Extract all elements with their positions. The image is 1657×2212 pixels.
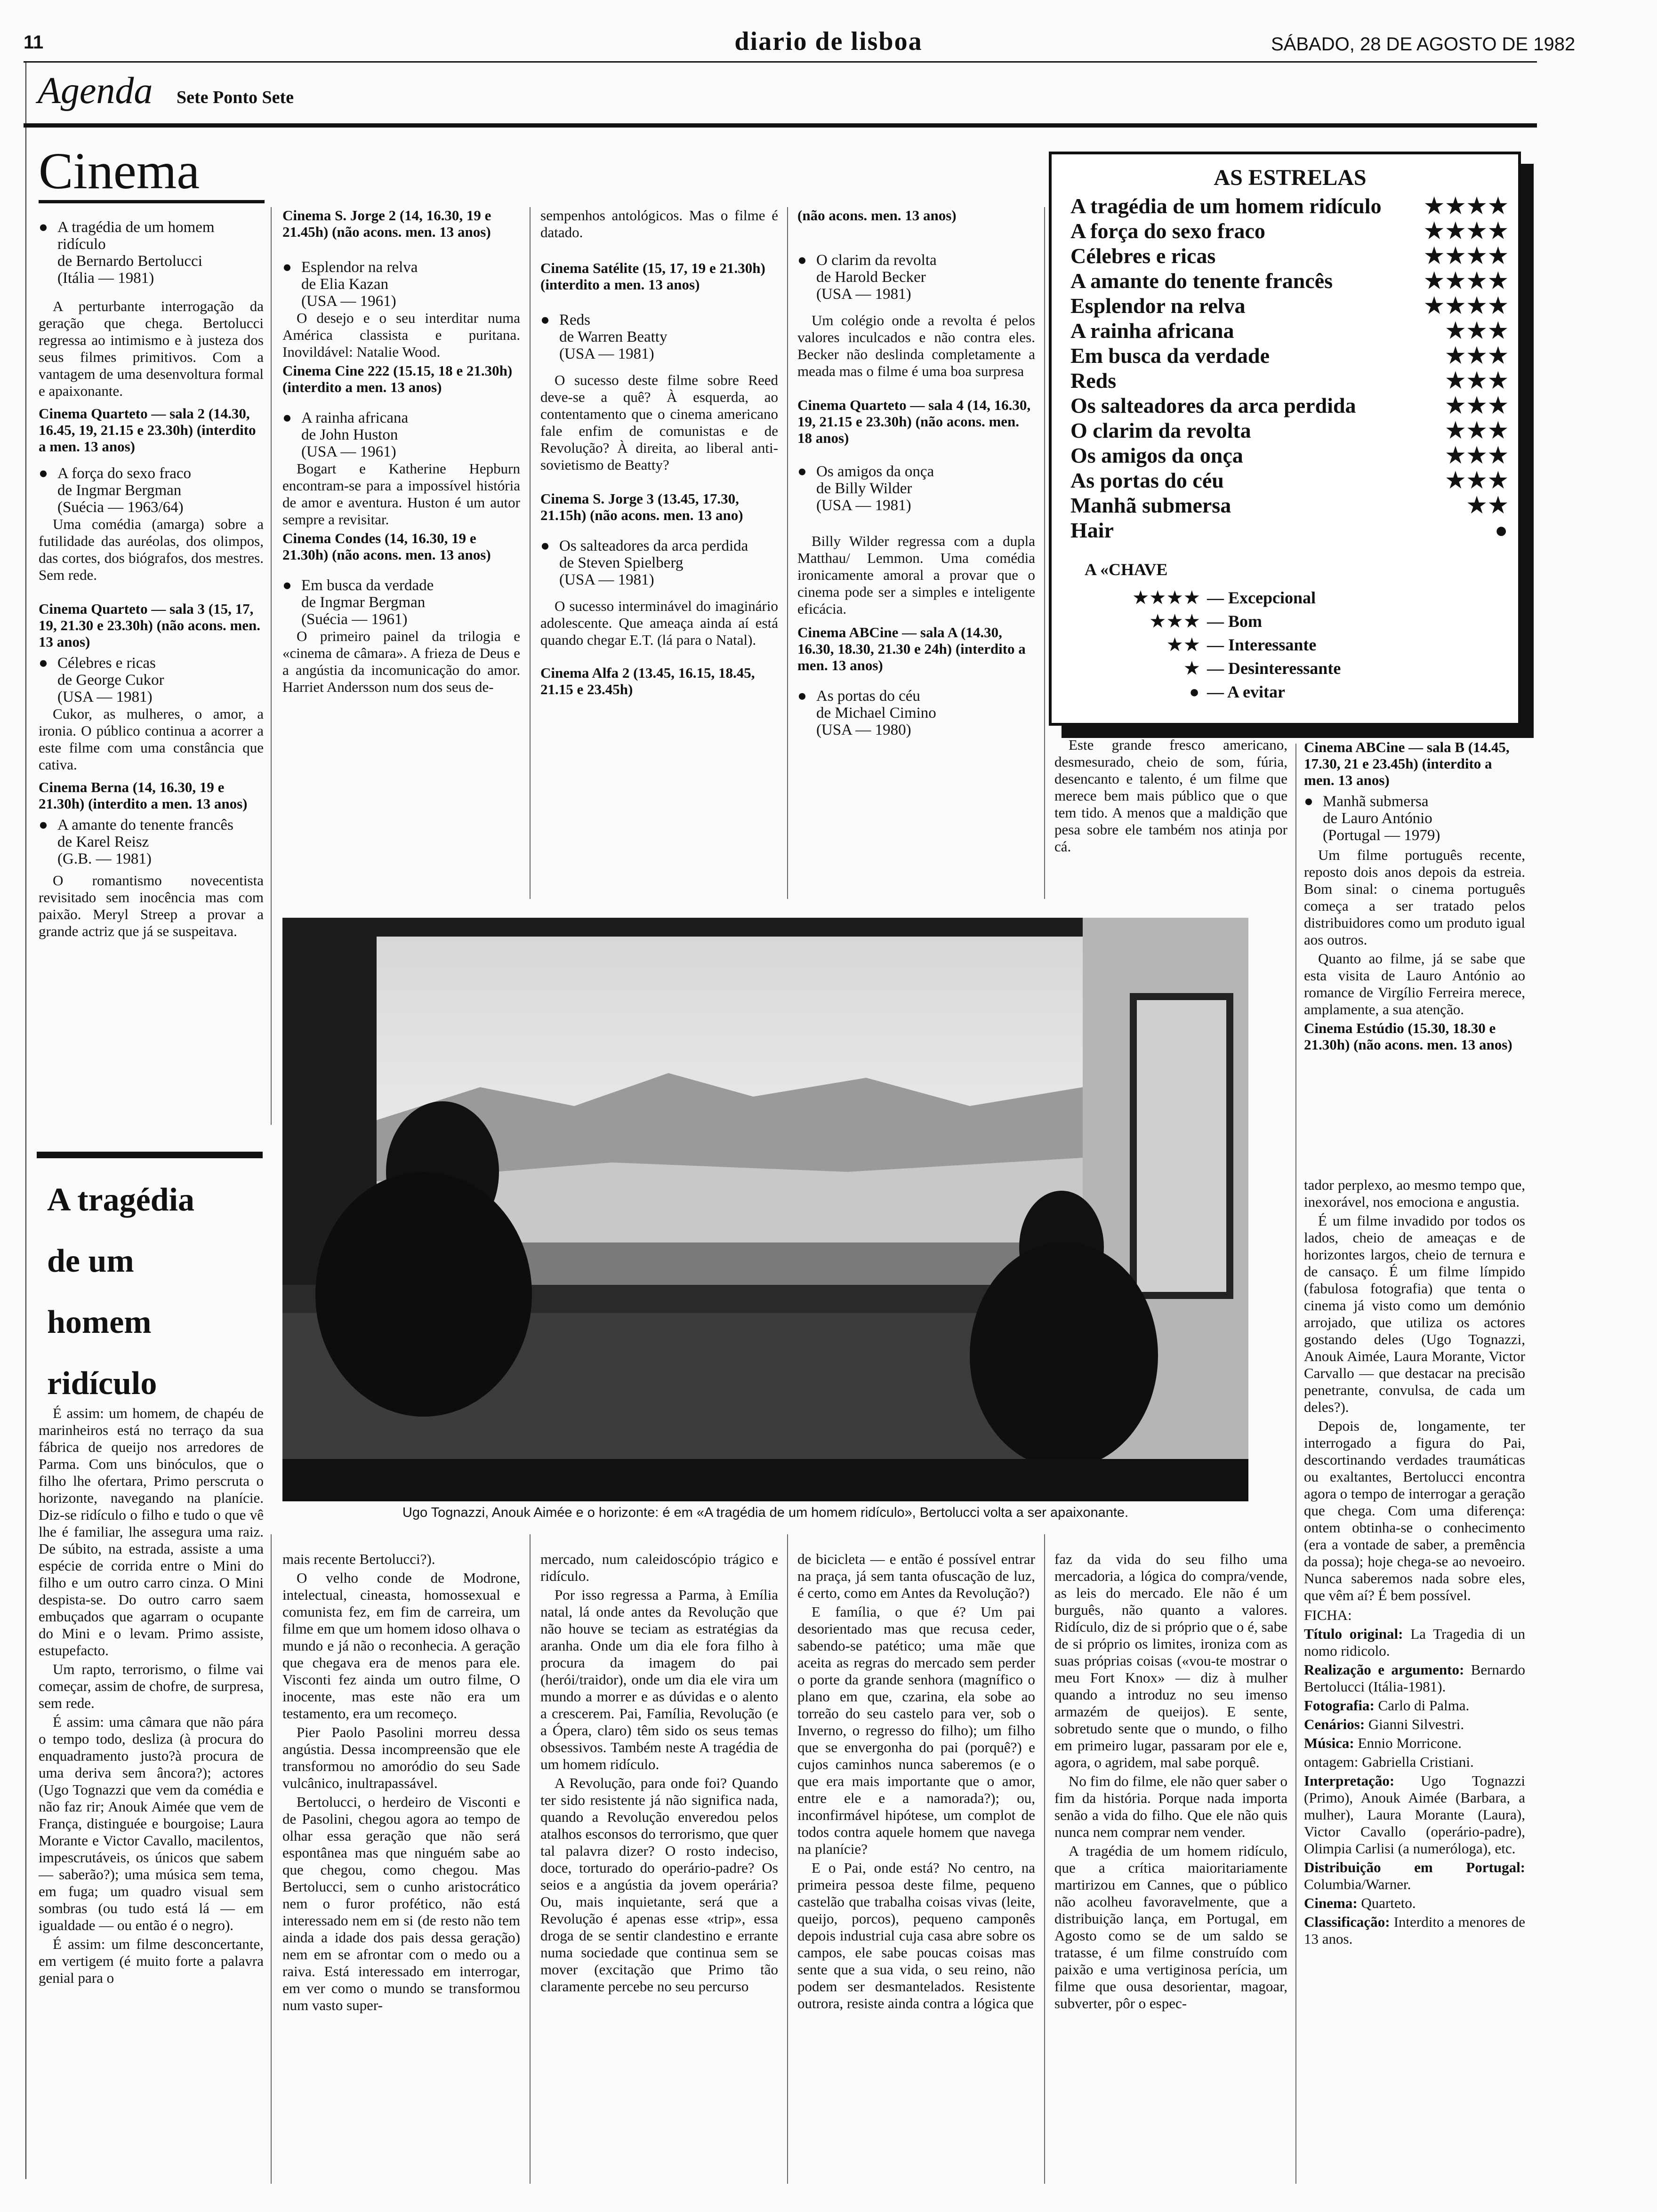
film-review: Billy Wilder regressa com a dupla Matthau/ Lemmon. Uma comédia ironicamente amoral a provar que o cinema pode ser a simples e inteligente eficácia. (797, 533, 1035, 617)
film-director: de Ingmar Bergman (57, 482, 182, 499)
session-info: Cinema ABCine — sala B (14.45, 17.30, 21 e 23.45h) (interdito a men. 13 anos) (1304, 739, 1510, 788)
film-country: (Portugal — 1979) (1323, 827, 1440, 844)
headline-line: homem (47, 1304, 152, 1340)
film-review: Cukor, as mulheres, o amor, a ironia. O público continua a acorrer a este filme com uma constância que cativa. (39, 705, 264, 773)
listings-column-5 (1054, 737, 1287, 857)
film-title: ● Célebres e ricas (39, 655, 264, 672)
film-listing (1304, 793, 1525, 844)
rating-film: Manhã submersa (1070, 493, 1231, 517)
rating-film: A rainha africana (1070, 319, 1234, 343)
column-rule (271, 207, 272, 1125)
film-listing (797, 688, 1035, 738)
rating-film: A força do sexo fraco (1070, 219, 1265, 243)
film-still-image (282, 918, 1248, 1501)
rating-row (1070, 293, 1510, 318)
article-column-3 (540, 1551, 778, 1997)
film-listing (282, 259, 520, 310)
article-column-1 (39, 1405, 264, 1988)
headline-line: de um (47, 1243, 134, 1279)
article-column-4 (797, 1551, 1035, 2014)
key-list (1070, 586, 1510, 704)
continued-review: sempenhos antológicos. Mas o filme é datado. (540, 207, 778, 240)
session-info: Cinema Quarteto — sala 2 (14.30, 16.45, 19, 21.15 e 23.30h) (interdito a men. 13 anos) (39, 405, 256, 455)
credit-label: Distribuição em Portugal: (1304, 1859, 1525, 1875)
film-country: (USA — 1981) (816, 497, 911, 514)
credit-value: Ugo Tognazzi (Primo), Anouk Aimée (Barbara, a mulher), Laura Morante (Laura), Victor Cavallo (operário-padre), Olimpia Carlisi (a numeróloga), etc. (1304, 1772, 1525, 1857)
rating-row (1070, 368, 1510, 393)
article-paragraph: E família, o que é? Um pai desorientado mas que recusa ceder, sabendo-se patético; uma mãe que aceita as regras do mercado sem perder o porte da grande senhora (magnífico o plano em que, czarina, ela sobe ao torreão do seu castelo para ver, sob o Inverno, o regresso do filho); um filho que se envergonha do pai (porquê?) e cujos caminhos nunca saberemos (e o que era mais importante que o amor, entre ele e a namorada?); ou, inconfirmável hipótese, um complot de todos contra aquele homem que navega na planície? (797, 1603, 1035, 1857)
credit-label: Título original: (1304, 1626, 1403, 1642)
key-title: A «CHAVE (1085, 560, 1168, 579)
credit-value: Bernardo Bertolucci (Itália-1981). (1304, 1661, 1525, 1695)
film-director: de Billy Wilder (816, 480, 912, 497)
cinema-heading-rule (39, 200, 265, 203)
session-info: (não acons. men. 13 anos) (797, 207, 957, 224)
credit-line (1304, 1859, 1525, 1893)
column-rule (530, 1534, 531, 2184)
article-paragraph: É assim: um homem, de chapéu de marinheiros está no terraço da sua fábrica de queijo nos arredores de Parma. Com uns binóculos, que o filho lhe ofertara, Primo perscruta o horizonte, navegando na planície. Diz-se ridículo o filho e tudo o que vê lhe é familiar, lhe assegura uma raiz. De súbito, na estrada, assiste a uma espécie de corrida entre o Mini do filho e um outro carro cinza. O Mini despista-se. Do outro carro saem embuçados que agarram o ocupante do Mini e o levam. Primo assiste, estupefacto. (39, 1405, 264, 1659)
column-rule (1295, 744, 1296, 1158)
rating-film: Hair (1070, 518, 1114, 542)
credit-line (1304, 1895, 1525, 1912)
rating-row (1070, 468, 1510, 493)
rating-film: Os salteadores da arca perdida (1070, 393, 1356, 417)
film-director: de Steven Spielberg (559, 554, 684, 571)
film-review: O primeiro painel da trilogia e «cinema de câmara». A frieza de Deus e a angústia da incomunicação do amor. Harriet Andersson num dos seus de- (282, 628, 520, 695)
article-paragraph: O velho conde de Modrone, intelectual, cineasta, homossexual e comunista fez, em fim de carreira, um filme em que um homem idoso olhava o mundo e já não o reconhecia. A geração que chegava era de menos para ele. Visconti fez ainda um outro filme, O inocente, mas este não era um testamento, era um recomeço. (282, 1570, 520, 1722)
article-column-6 (1304, 1177, 1525, 1949)
film-director: de Warren Beatty (559, 329, 668, 345)
film-country: (USA — 1981) (559, 345, 654, 362)
credits-title: FICHA: (1304, 1607, 1352, 1623)
rating-row (1070, 343, 1510, 368)
newspaper-masthead: diario de lisboa (734, 27, 923, 56)
film-country: (G.B. — 1981) (57, 850, 152, 867)
column-rule (530, 207, 531, 899)
key-row (1070, 586, 1510, 609)
film-review: Um filme português recente, reposto dois anos depois da estreia. Bom sinal: o cinema português começa a ser tratado pelos distribuidores como um produto igual aos outros. (1304, 847, 1525, 948)
rating-stars-icon: ★★★ (1446, 468, 1510, 492)
ratings-list (1070, 193, 1510, 543)
article-paragraph: Pier Paolo Pasolini morreu dessa angústia. Dessa incompreensão que ele transformou no amoródio do seu Sade vulcânico, inultrapassável. (282, 1724, 520, 1791)
film-country: (USA — 1980) (816, 721, 911, 738)
rating-film: Reds (1070, 369, 1117, 393)
credit-value: ontagem: Gabriella Cristiani. (1304, 1754, 1474, 1770)
article-paragraph: mercado, num caleidoscópio trágico e ridículo. (540, 1551, 778, 1584)
feature-heading-rule (37, 1152, 263, 1158)
film-review: Uma comédia (amarga) sobre a futilidade das auréolas, dos olimpos, das cortes, dos biógrafos, dos mestres. Sem rede. (39, 516, 264, 583)
film-review: Este grande fresco americano, desmesurado, cheio de som, fúria, desencanto e talento, é um filme que merece bem mais público que o que tem tido. A menos que a maldição que pesa sobre ele também nos atinja por cá. (1054, 737, 1287, 855)
credit-label: Realização e argumento: (1304, 1661, 1464, 1678)
rating-row (1070, 493, 1510, 518)
film-title: ● Os salteadores da arca perdida (540, 537, 778, 554)
credit-line (1304, 1626, 1525, 1659)
credit-value: Ennio Morricone. (1358, 1735, 1462, 1751)
film-director: de Ingmar Bergman (301, 594, 426, 611)
subsection-title: Sete Ponto Sete (177, 88, 294, 107)
session-info: Cinema S. Jorge 3 (13.45, 17.30, 21.15h) (não acons. men. 13 ano) (540, 490, 743, 523)
film-title: ● A força do sexo fraco (39, 465, 264, 482)
film-listing (797, 252, 1035, 303)
film-country: (USA — 1961) (301, 443, 396, 460)
credit-label: Classificação: (1304, 1914, 1390, 1930)
column-rule (271, 1534, 272, 2184)
film-title: ● A amante do tenente francês (39, 817, 264, 834)
key-meaning: — Bom (1207, 612, 1262, 631)
film-review: Bogart e Katherine Hepburn encontram-se para a impossível história de amor e aventura. Huston é um autor sempre a revisitar. (282, 460, 520, 528)
rating-row (1070, 418, 1510, 443)
headline-line: ridículo (47, 1365, 157, 1402)
rating-stars-icon: ★★★ (1446, 369, 1510, 393)
rating-film: O clarim da revolta (1070, 418, 1251, 442)
film-listing (282, 409, 520, 460)
film-country: (Suécia — 1961) (301, 611, 408, 628)
credits-list (1304, 1626, 1525, 1948)
film-title: ● As portas do céu (797, 688, 1035, 705)
header-rule-top (24, 61, 1537, 63)
credit-value: Interdito a menores de 13 anos. (1304, 1914, 1525, 1947)
rating-stars-icon: ● (1495, 518, 1510, 542)
rating-row (1070, 268, 1510, 293)
credit-label: Cinema: (1304, 1895, 1358, 1911)
credit-label: Música: (1304, 1735, 1354, 1751)
key-symbol-icon: ★ (1184, 659, 1201, 678)
article-paragraph: tador perplexo, ao mesmo tempo que, inexorável, nos emociona e angustia. (1304, 1177, 1525, 1210)
rating-stars-icon: ★★★★ (1424, 219, 1510, 243)
film-director: de Harold Becker (816, 269, 926, 286)
rating-stars-icon: ★★★ (1446, 418, 1510, 442)
article-paragraph: Depois de, longamente, ter interrogado a figura do Pai, descortinando verdades traumáticas ou exaltantes, Bertolucci encontra agora o tempo de interrogar a geração que chega. Com uma diferença: ontem obtinha-se o conhecimento (era a vontade de saber, a premência da possa); hoje chega-se ao nevoeiro. Nunca saberemos nada sobre eles, que vêm aí? É bem possível. (1304, 1418, 1525, 1603)
column-rule (1295, 1158, 1296, 2184)
film-review: O romantismo novecentista revisitado sem inocência mas com paixão. Meryl Streep a provar a grande actriz que já se suspeitava. (39, 872, 264, 939)
article-paragraph: A tragédia de um homem ridículo, que a crítica maioritariamente martirizou em Cannes, que o público não acolheu favoravelmente, que a distribuição lança, em Portugal, em Agosto como se de um saldo se tratasse, é um filme construído com paixão e uma vertiginosa perícia, um filme que ousa desorientar, magoar, subverter, pôr o espec- (1054, 1843, 1287, 2012)
credit-line (1304, 1772, 1525, 1857)
key-row (1070, 633, 1510, 657)
film-listing (39, 655, 264, 705)
headline-line: A tragédia (47, 1182, 195, 1218)
film-director: de Karel Reisz (57, 834, 149, 850)
key-meaning: — Excepcional (1207, 588, 1316, 607)
rating-row (1070, 443, 1510, 468)
session-info: Cinema Berna (14, 16.30, 19 e 21.30h) (interdito a men. 13 anos) (39, 779, 248, 812)
article-paragraph: Bertolucci, o herdeiro de Visconti e de Pasolini, chegou agora ao tempo de olhar essa geração que não será espontânea mas que ninguém sabe ao que chegou, como chegou. Mas Bertolucci, sem o cunho aristocrático nem o furor profético, não está interessado nem em si (de resto não tem ainda a idade dos pais dessa geração) nem em se afrontar com o medo ou a raiva. Está interessado em interrogar, em ver como o mundo se transformou num vasto super- (282, 1794, 520, 2013)
key-row (1070, 657, 1510, 680)
key-symbol-icon: ● (1189, 682, 1201, 701)
film-country: (USA — 1981) (57, 689, 153, 705)
credit-line (1304, 1735, 1525, 1752)
film-country: (Suécia — 1963/64) (57, 499, 184, 516)
rating-film: A tragédia de um homem ridículo (1070, 194, 1382, 218)
credit-value: Gianni Silvestri. (1368, 1716, 1464, 1732)
key-meaning: — Interessante (1207, 635, 1317, 654)
credit-line (1304, 1661, 1525, 1695)
session-info: Cinema Quarteto — sala 4 (14, 16.30, 19, 21.15 e 23.30h) (não acons. men. 18 anos) (797, 397, 1031, 446)
session-info: Cinema Satélite (15, 17, 19 e 21.30h) (interdito a men. 13 anos) (540, 260, 765, 293)
film-review: O desejo e o seu interditar numa América classista e puritana. Inovildável: Natalie Wood. (282, 310, 520, 360)
listings-column-1 (39, 214, 264, 942)
column-rule (787, 1534, 788, 2184)
rating-stars-icon: ★★★★ (1424, 194, 1510, 218)
page-left-rule (25, 61, 26, 2179)
article-column-5 (1054, 1551, 1287, 2014)
key-symbol-icon: ★★★ (1150, 612, 1201, 631)
film-listing (39, 219, 264, 287)
article-paragraph: É assim: um filme desconcertante, em vertigem (é muito forte a palavra genial para o (39, 1936, 264, 1986)
rating-stars-icon: ★★★ (1446, 344, 1510, 368)
film-country: (Itália — 1981) (57, 270, 154, 287)
article-paragraph: mais recente Bertolucci?). (282, 1551, 435, 1567)
film-still-photo (282, 918, 1248, 1501)
rating-stars-icon: ★★★★ (1424, 244, 1510, 268)
listings-column-4 (797, 207, 1035, 738)
rating-row (1070, 393, 1510, 418)
credit-line (1304, 1754, 1525, 1771)
article-paragraph: Um rapto, terrorismo, o filme vai começar, assim de chofre, de surpresa, sem rede. (39, 1661, 264, 1711)
film-review: O sucesso interminável do imaginário adolescente. Que ameaça ainda aí está quando chegar E.T. (lá para o Natal). (540, 598, 778, 648)
photo-caption: Ugo Tognazzi, Anouk Aimée e o horizonte: é em «A tragédia de um homem ridículo», Bertolucci volta a ser apaixonante. (402, 1505, 1129, 1520)
film-listing (540, 537, 778, 588)
article-paragraph: É um filme invadido por todos os lados, cheio de ameaças e de horizontes largos, cheio de ternura e de cansaço. É um filme límpido (fabulosa fotografia) que tenta o cinema já visto como um demónio arrojado, que utiliza os actores gostando deles (Ugo Tognazzi, Anouk Aimée, Laura Morante, Victor Carvallo — que destacar na precisão penetrante, convulsa, de cada um deles?). (1304, 1212, 1525, 1415)
listings-column-6 (1304, 739, 1525, 1053)
article-paragraph: de bicicleta — e então é possível entrar na praça, já sem tanta ofuscação de luz, é certo, como em Antes da Revolução?) (797, 1551, 1035, 1601)
rating-film: Em busca da verdade (1070, 344, 1270, 368)
film-title: ● A rainha africana (282, 409, 520, 426)
key-meaning: — A evitar (1207, 682, 1285, 701)
film-review: O sucesso deste filme sobre Reed deve-se a quê? À esquerda, ao contentamento que o cinema americano fale enfim de comunistas e de Revolução? À direita, ao liberal anti-sovietismo de Beatty? (540, 372, 778, 473)
film-director: de Michael Cimino (816, 705, 936, 721)
rating-row (1070, 318, 1510, 343)
film-director: de John Huston (301, 426, 398, 443)
rating-row (1070, 218, 1510, 243)
session-info: Cinema Condes (14, 16.30, 19 e 21.30h) (não acons. men. 13 anos) (282, 530, 491, 563)
film-director: de Lauro António (1323, 810, 1432, 827)
session-info: Cinema Cine 222 (15.15, 18 e 21.30h) (interdito a men. 13 anos) (282, 362, 513, 395)
film-listing (282, 577, 520, 628)
article-paragraph: A Revolução, para onde foi? Quando ter sido resistente já não significa nada, quando a Revolução enveredou pelos atalhos esconsos do terrorismo, que quer tal palavra dizer? O rosto indeciso, doce, torturado do operário-padre? Os seios e a angústia da jovem operária? Ou, mais inquietante, será que a Revolução é apenas esse «trip», essa droga de se sentir clandestino e errante numa sociedade que continua sem se mover (excitação que Primo tão claramente percebe no seu percurso (540, 1775, 778, 1995)
film-director: de Bernardo Bertolucci (57, 253, 202, 270)
rating-stars-icon: ★★ (1467, 493, 1510, 517)
rating-stars-icon: ★★★★ (1424, 294, 1510, 318)
session-info: Cinema Quarteto — sala 3 (15, 17, 19, 21.30 e 23.30h) (não acons. men. 13 anos) (39, 601, 261, 650)
rating-film: Célebres e ricas (1070, 244, 1216, 268)
issue-date: SÁBADO, 28 DE AGOSTO DE 1982 (1271, 34, 1576, 55)
article-paragraph: No fim do filme, ele não quer saber o fim da história. Porque nada importa senão a vida do filho. Que ele não quis nunca nem comprar nem vender. (1054, 1773, 1287, 1840)
credit-label: Cenários: (1304, 1716, 1365, 1732)
article-paragraph: E o Pai, onde está? No centro, na primeira pessoa deste filme, pequeno castelão que trabalha coisas vivas (leite, queijo, porcos), pequeno camponês depois industrial cuja casa abre sobre os campos, ele sabe poucas coisas mas sente que a sua vida, o seu reino, não podem ser desmantelados. Resistente outrora, resiste ainda contra a lógica que (797, 1859, 1035, 2012)
film-review-continued: Quanto ao filme, já se sabe que esta visita de Lauro António ao romance de Virgílio Ferreira merece, amplamente, a sua atenção. (1304, 950, 1525, 1018)
film-title: ● Esplendor na relva (282, 259, 520, 276)
credit-value: Columbia/Warner. (1304, 1876, 1411, 1892)
key-meaning: — Desinteressante (1207, 659, 1341, 678)
rating-stars-icon: ★★★★ (1424, 269, 1510, 293)
column-rule (1044, 1534, 1045, 2184)
film-title: ● Manhã submersa (1304, 793, 1525, 810)
header-rule-bottom (24, 123, 1537, 128)
film-review: Um colégio onde a revolta é pelos valores inculcados e não contra eles. Becker não deslinda completamente a meada mas o filme é uma boa surpresa (797, 312, 1035, 379)
session-info: Cinema S. Jorge 2 (14, 16.30, 19 e 21.45h) (não acons. men. 13 anos) (282, 207, 491, 240)
session-info: Cinema ABCine — sala A (14.30, 16.30, 18.30, 21.30 e 24h) (interdito a men. 13 anos) (797, 624, 1026, 673)
film-listing (540, 312, 778, 362)
credit-value: Carlo di Palma. (1378, 1697, 1470, 1714)
session-info: Cinema Alfa 2 (13.45, 16.15, 18.45, 21.15 e 23.45h) (540, 665, 755, 697)
credit-line (1304, 1716, 1525, 1733)
film-title: ● O clarim da revolta (797, 252, 1035, 269)
article-paragraph: faz da vida do seu filho uma mercadoria, a lógica do compra/vende, as leis do mercado. Ele não é um burguês, não quanto a valores. Ridículo, diz de si próprio que o é, sabe de si próprio os limites, ironiza com as suas próprias coisas («vou-te mostrar o meu Fort Knox» — diz à mulher quando a introduz no seu imenso armazém de queijos). E sente, sobretudo sente que o mundo, o filho em primeiro lugar, passaram por ele e, agora, o agridem, mal sabe porquê. (1054, 1551, 1287, 1771)
credit-value: Quarteto. (1361, 1895, 1416, 1911)
listings-column-2 (282, 207, 520, 697)
film-country: (USA — 1981) (559, 571, 654, 588)
ratings-title: AS ESTRELAS (1214, 165, 1367, 190)
credit-line (1304, 1914, 1525, 1948)
film-director: de Elia Kazan (301, 276, 389, 293)
film-listing (797, 463, 1035, 514)
rating-film: A amante do tenente francês (1070, 269, 1333, 293)
rating-film: Os amigos da onça (1070, 443, 1243, 467)
section-title: Agenda (38, 70, 153, 112)
film-title: ● Os amigos da onça (797, 463, 1035, 480)
key-symbol-icon: ★★ (1167, 635, 1201, 654)
key-row (1070, 680, 1510, 704)
article-paragraph: Por isso regressa a Parma, à Emília natal, lá onde antes da Revolução que não houve se teciam as estratégias da aranha. Onde um dia ele fora filho à procura da imagem do pai (herói/traidor), onde um dia ele vira um mundo a morrer e as dúvidas e o alento a crescerem. Pai, Família, Revolução (e a Ópera, claro) têm sido os seus temas obsessivos. Também neste A tragédia de um homem ridículo. (540, 1587, 778, 1772)
credit-label: Fotografia: (1304, 1697, 1375, 1714)
cinema-heading: Cinema (39, 142, 200, 200)
credit-label: Interpretação: (1304, 1772, 1395, 1789)
session-info: Cinema Estúdio (15.30, 18.30 e 21.30h) (não acons. men. 13 anos) (1304, 1020, 1512, 1053)
film-title: ● A tragédia de um homem ridículo (39, 219, 264, 253)
listings-column-3 (540, 207, 778, 697)
column-rule (1044, 207, 1045, 899)
film-country: (USA — 1981) (816, 286, 911, 303)
rating-stars-icon: ★★★ (1446, 443, 1510, 467)
rating-film: As portas do céu (1070, 468, 1224, 492)
rating-film: Esplendor na relva (1070, 294, 1246, 318)
rating-row (1070, 243, 1510, 268)
rating-stars-icon: ★★★ (1446, 393, 1510, 417)
article-paragraph: É assim: uma câmara que não pára o tempo todo, desliza (à procura do enquadramento justo?à procura de uma deriva sem âncora?); actores (Ugo Tognazzi que vem da comédia e não faz rir; Anouk Aimée que vem de França, distinguée e bourgoise; Laura Morante e Victor Cavallo, macilentos, impescrutáveis, os únicos que sabem — saberão?); uma música sem tema, em fuga; um quadro visual sem sombras (ou tudo está lá — em igualdade — ou então é o negro). (39, 1714, 264, 1933)
page-number: 11 (24, 32, 44, 53)
film-title: ● Reds (540, 312, 778, 329)
film-title: ● Em busca da verdade (282, 577, 520, 594)
film-country: (USA — 1961) (301, 293, 396, 310)
film-director: de George Cukor (57, 672, 164, 689)
credit-value: La Tragedia di un nomo ridicolo. (1304, 1626, 1525, 1659)
article-column-2 (282, 1551, 520, 2016)
film-listing (39, 817, 264, 867)
ratings-box (1049, 152, 1521, 726)
rating-row (1070, 193, 1510, 218)
film-review: A perturbante interrogação da geração que chega. Bertolucci regressa ao intimismo e à justeza dos seus filmes primitivos. Com a vantagem de uma desenvoltura formal e apaixonante. (39, 298, 264, 399)
key-symbol-icon: ★★★★ (1133, 588, 1201, 607)
column-rule (787, 207, 788, 899)
rating-stars-icon: ★★★ (1446, 319, 1510, 343)
credit-line (1304, 1697, 1525, 1714)
feature-headline (47, 1170, 259, 1414)
key-row (1070, 609, 1510, 633)
film-listing (39, 465, 264, 516)
rating-row (1070, 518, 1510, 543)
